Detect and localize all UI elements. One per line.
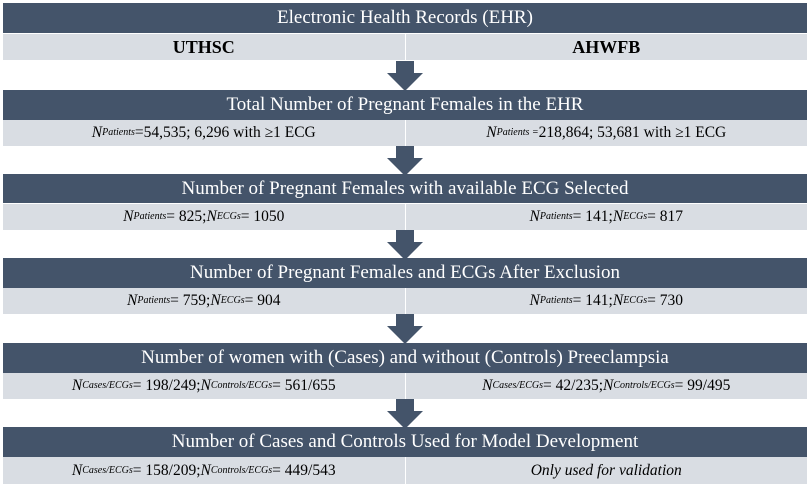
step-1-bar bbox=[3, 90, 807, 120]
count-text: = 198/249; bbox=[132, 377, 201, 394]
step-3-right: N Patients = 141; N ECGs = 730 bbox=[405, 288, 808, 314]
count-text: = 141; bbox=[572, 292, 613, 309]
institution-right: AHWFB bbox=[405, 34, 808, 60]
step-5-title: Number of Cases and Controls Used for Model Development bbox=[171, 431, 639, 452]
n-symbol: N bbox=[612, 292, 624, 309]
n-symbol: N bbox=[71, 377, 83, 394]
count-text: 54,535; 6,296 with ≥1 ECG bbox=[143, 124, 316, 141]
count-text: = 730 bbox=[647, 292, 683, 309]
count-text: = 42/235; bbox=[543, 377, 604, 394]
step-5-right-note: Only used for validation bbox=[405, 457, 808, 484]
n-symbol: N bbox=[529, 208, 540, 225]
n-symbol: N bbox=[200, 377, 211, 394]
down-arrow-icon bbox=[387, 61, 423, 91]
step-2-row bbox=[3, 204, 807, 230]
step-5-left: N Cases/ECGs = 158/209; N Controls/ECGs = 449/543 bbox=[71, 461, 336, 479]
n-symbol: N bbox=[529, 292, 540, 309]
step-4-left: N Cases/ECGs = 198/249; N Controls/ECGs = 561/655 bbox=[71, 377, 336, 394]
step-1-row bbox=[3, 120, 807, 146]
n-symbol: N bbox=[486, 124, 497, 141]
down-arrow-icon bbox=[387, 314, 423, 344]
step-2-right: N Patients = 141; N ECGs = 817 bbox=[405, 204, 808, 230]
step-3-title: Number of Pregnant Females and ECGs After Exclusion bbox=[189, 262, 621, 283]
institution-left: UTHSC bbox=[172, 36, 235, 57]
step-1-left: N Patients = 54,535; 6,296 with ≥1 ECG bbox=[91, 124, 316, 141]
step-2-left: N Patients = 825; N ECGs = 1050 bbox=[123, 208, 285, 225]
step-4-right: N Cases/ECGs = 42/235; N Controls/ECGs = 99/495 bbox=[405, 373, 808, 399]
ehr-header-title: Electronic Health Records (EHR) bbox=[277, 7, 533, 28]
ehr-header-bar bbox=[3, 3, 807, 33]
step-2-bar bbox=[3, 174, 807, 203]
count-text: = bbox=[134, 124, 144, 141]
count-text: = 449/543 bbox=[272, 461, 336, 479]
count-text: = 561/655 bbox=[272, 377, 336, 394]
count-text: = 1050 bbox=[240, 208, 285, 225]
down-arrow-icon bbox=[387, 146, 423, 176]
count-text: = 158/209; bbox=[132, 461, 201, 479]
down-arrow-icon bbox=[387, 399, 423, 429]
step-5-bar bbox=[3, 427, 807, 457]
count-text: = 825; bbox=[166, 208, 207, 225]
count-text: = 759; bbox=[170, 292, 211, 309]
step-5-row bbox=[3, 457, 807, 484]
n-symbol: N bbox=[200, 461, 211, 479]
n-symbol: N bbox=[91, 124, 103, 141]
count-text: 218,864; 53,681 with ≥1 ECG bbox=[538, 124, 727, 141]
step-4-title: Number of women with (Cases) and without (Controls) Preeclampsia bbox=[141, 347, 669, 368]
n-symbol: N bbox=[603, 377, 614, 394]
down-arrow-icon bbox=[387, 230, 423, 260]
count-text: = 817 bbox=[647, 208, 683, 225]
n-symbol: N bbox=[127, 292, 138, 309]
n-symbol: N bbox=[612, 208, 624, 225]
n-symbol: N bbox=[210, 292, 221, 309]
step-3-row bbox=[3, 288, 807, 314]
step-4-bar bbox=[3, 343, 807, 373]
count-text: = 141; bbox=[572, 208, 613, 225]
step-4-row bbox=[3, 373, 807, 399]
n-symbol: N bbox=[71, 461, 83, 479]
step-1-title: Total Number of Pregnant Females in the EHR bbox=[226, 94, 584, 115]
step-3-left: N Patients = 759; N ECGs = 904 bbox=[127, 292, 281, 309]
step-3-bar bbox=[3, 258, 807, 288]
count-text: = 904 bbox=[244, 292, 281, 309]
n-symbol: N bbox=[206, 208, 217, 225]
step-1-right: N Patients = 218,864; 53,681 with ≥1 ECG bbox=[405, 120, 808, 146]
count-text: = 99/495 bbox=[674, 377, 731, 394]
n-symbol: N bbox=[482, 377, 493, 394]
institution-row bbox=[3, 34, 807, 60]
n-symbol: N bbox=[123, 208, 134, 225]
step-2-title: Number of Pregnant Females with available ECG Selected bbox=[181, 177, 629, 199]
